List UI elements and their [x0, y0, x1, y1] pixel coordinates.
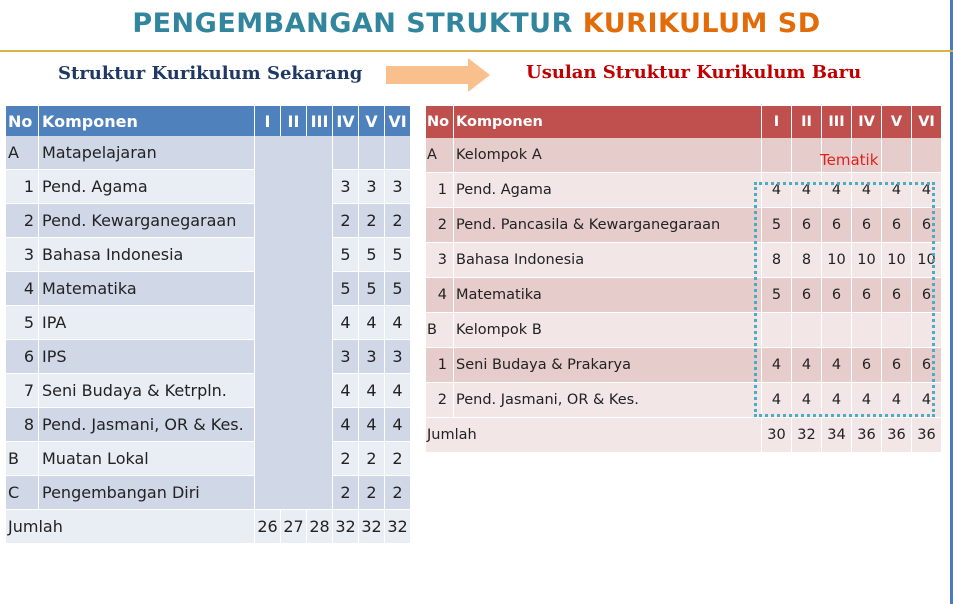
col-header-grade-6: VI: [912, 106, 942, 138]
cell-grade-1: 8: [762, 243, 792, 278]
total-grade-6: 36: [912, 418, 942, 453]
cell-grade-5: 4: [882, 383, 912, 418]
cell-grade-5: 6: [882, 208, 912, 243]
cell-grade-2: 4: [792, 348, 822, 383]
row-name: Pend. Jasmani, OR & Kes.: [454, 383, 762, 418]
subtitle-proposed-structure: Usulan Struktur Kurikulum Baru: [526, 62, 862, 83]
row-name: Bahasa Indonesia: [39, 238, 255, 272]
row-name: Matapelajaran: [39, 136, 255, 170]
table-row: [6, 306, 411, 340]
total-grade-4: 32: [333, 510, 359, 544]
cell-grade-6: 4: [385, 374, 411, 408]
col-header-komponen: Komponen: [454, 106, 762, 138]
cell-grade-5: 4: [359, 306, 385, 340]
row-name: Kelompok A: [454, 138, 762, 173]
cell-grade-6: 4: [912, 383, 942, 418]
table-row: [6, 204, 411, 238]
cell-grade-2: 4: [792, 383, 822, 418]
col-header-grade-1: I: [255, 106, 281, 136]
cell-grade-1: 5: [762, 278, 792, 313]
col-header-grade-4: IV: [333, 106, 359, 136]
table-row: [6, 476, 411, 510]
row-no: 2: [6, 204, 39, 238]
total-grade-4: 36: [852, 418, 882, 453]
row-name: Pend. Kewarganegaraan: [39, 204, 255, 238]
title-part1: PENGEMBANGAN STRUKTUR: [132, 8, 573, 39]
cell-grade-6: 5: [385, 238, 411, 272]
table-row: [6, 442, 411, 476]
table-row: [6, 170, 411, 204]
cell-grade-5: 3: [359, 170, 385, 204]
cell-grade-5: [359, 136, 385, 170]
cell-grade-5: 3: [359, 340, 385, 374]
cell-grade-3: 10: [822, 243, 852, 278]
cell-grade-6: 4: [912, 173, 942, 208]
cell-grade-6: 4: [385, 408, 411, 442]
cell-grade-2: [792, 138, 822, 173]
cell-grade-3: 6: [822, 208, 852, 243]
cell-grade-4: 3: [333, 170, 359, 204]
merged-grades-1-3-cell: [255, 136, 333, 510]
row-no: C: [6, 476, 39, 510]
total-label: Jumlah: [426, 418, 762, 453]
cell-grade-2: 4: [792, 173, 822, 208]
cell-grade-4: 4: [852, 383, 882, 418]
total-grade-5: 32: [359, 510, 385, 544]
row-name: Matematika: [39, 272, 255, 306]
total-grade-3: 34: [822, 418, 852, 453]
row-name: Bahasa Indonesia: [454, 243, 762, 278]
cell-grade-4: 4: [333, 408, 359, 442]
tematik-dotted-outline: [754, 182, 935, 417]
row-name: Pengembangan Diri: [39, 476, 255, 510]
col-header-grade-1: I: [762, 106, 792, 138]
cell-grade-4: 4: [333, 306, 359, 340]
cell-grade-6: 3: [385, 340, 411, 374]
total-grade-1: 30: [762, 418, 792, 453]
cell-grade-4: 4: [852, 173, 882, 208]
cell-grade-1: 4: [762, 173, 792, 208]
table-row: [6, 238, 411, 272]
cell-grade-6: 6: [912, 278, 942, 313]
cell-grade-2: 6: [792, 278, 822, 313]
row-name: Pend. Pancasila & Kewarganegaraan: [454, 208, 762, 243]
cell-grade-5: [882, 138, 912, 173]
row-no: 5: [6, 306, 39, 340]
cell-grade-1: 4: [762, 348, 792, 383]
total-grade-1: 26: [255, 510, 281, 544]
cell-grade-4: 2: [333, 442, 359, 476]
subtitle-current-structure: Struktur Kurikulum Sekarang: [58, 63, 363, 84]
cell-grade-4: 5: [333, 238, 359, 272]
cell-grade-5: 2: [359, 442, 385, 476]
cell-grade-4: 6: [852, 278, 882, 313]
cell-grade-2: 8: [792, 243, 822, 278]
col-header-grade-4: IV: [852, 106, 882, 138]
cell-grade-5: 5: [359, 272, 385, 306]
cell-grade-1: [762, 138, 792, 173]
col-header-grade-5: V: [882, 106, 912, 138]
cell-grade-6: 2: [385, 476, 411, 510]
col-header-no: No: [6, 106, 39, 136]
row-no: 2: [426, 208, 454, 243]
total-grade-6: 32: [385, 510, 411, 544]
row-no: 1: [426, 173, 454, 208]
row-no: 4: [426, 278, 454, 313]
cell-grade-5: 10: [882, 243, 912, 278]
cell-grade-6: 4: [385, 306, 411, 340]
row-no: 6: [6, 340, 39, 374]
cell-grade-4: 2: [333, 204, 359, 238]
total-grade-2: 32: [792, 418, 822, 453]
total-label: Jumlah: [6, 510, 255, 544]
total-row: [426, 418, 942, 453]
cell-grade-6: 2: [385, 204, 411, 238]
row-name: IPS: [39, 340, 255, 374]
table-row: [6, 374, 411, 408]
row-no: 3: [6, 238, 39, 272]
row-no: 1: [426, 348, 454, 383]
col-header-grade-6: VI: [385, 106, 411, 136]
row-no: A: [426, 138, 454, 173]
col-header-grade-3: III: [822, 106, 852, 138]
cell-grade-3: 4: [822, 173, 852, 208]
cell-grade-4: 2: [333, 476, 359, 510]
table-row: [6, 408, 411, 442]
cell-grade-6: 6: [912, 208, 942, 243]
row-name: Pend. Jasmani, OR & Kes.: [39, 408, 255, 442]
cell-grade-6: 10: [912, 243, 942, 278]
cell-grade-3: 6: [822, 278, 852, 313]
total-grade-3: 28: [307, 510, 333, 544]
cell-grade-5: 2: [359, 476, 385, 510]
cell-grade-3: 4: [822, 348, 852, 383]
col-header-grade-2: II: [281, 106, 307, 136]
table-row: [6, 340, 411, 374]
row-name: Seni Budaya & Prakarya: [454, 348, 762, 383]
cell-grade-4: 3: [333, 340, 359, 374]
row-name: Kelompok B: [454, 313, 762, 348]
total-grade-2: 27: [281, 510, 307, 544]
cell-grade-6: [385, 136, 411, 170]
row-name: Pend. Agama: [39, 170, 255, 204]
row-name: Muatan Lokal: [39, 442, 255, 476]
total-grade-5: 36: [882, 418, 912, 453]
title-underline: [0, 50, 953, 52]
cell-grade-4: 6: [852, 208, 882, 243]
table-header-row: [426, 106, 942, 138]
row-name: IPA: [39, 306, 255, 340]
cell-grade-4: 10: [852, 243, 882, 278]
cell-grade-6: 6: [912, 348, 942, 383]
cell-grade-6: 3: [385, 170, 411, 204]
cell-grade-3: 4: [822, 383, 852, 418]
row-no: 7: [6, 374, 39, 408]
cell-grade-5: 5: [359, 238, 385, 272]
cell-grade-5: 4: [882, 173, 912, 208]
row-name: Seni Budaya & Ketrpln.: [39, 374, 255, 408]
cell-grade-5: 4: [359, 374, 385, 408]
cell-grade-6: [912, 138, 942, 173]
cell-grade-4: 4: [333, 374, 359, 408]
cell-grade-5: 2: [359, 204, 385, 238]
col-header-grade-3: III: [307, 106, 333, 136]
cell-grade-5: 6: [882, 348, 912, 383]
cell-grade-5: 4: [359, 408, 385, 442]
row-no: 1: [6, 170, 39, 204]
row-no: B: [6, 442, 39, 476]
row-name: Pend. Agama: [454, 173, 762, 208]
row-no: 3: [426, 243, 454, 278]
table-row: [6, 136, 411, 170]
table-row: [6, 272, 411, 306]
slide-title: [0, 8, 953, 39]
total-row: [6, 510, 411, 544]
col-header-grade-5: V: [359, 106, 385, 136]
row-name: Matematika: [454, 278, 762, 313]
row-no: B: [426, 313, 454, 348]
cell-grade-6: 2: [385, 442, 411, 476]
row-no: 2: [426, 383, 454, 418]
cell-grade-1: 5: [762, 208, 792, 243]
col-header-komponen: Komponen: [39, 106, 255, 136]
cell-grade-4: [333, 136, 359, 170]
cell-grade-5: 6: [882, 278, 912, 313]
col-header-grade-2: II: [792, 106, 822, 138]
row-no: 8: [6, 408, 39, 442]
row-no: 4: [6, 272, 39, 306]
cell-grade-1: 4: [762, 383, 792, 418]
cell-grade-6: 5: [385, 272, 411, 306]
tematik-label: Tematik: [820, 151, 879, 169]
table-header-row: [6, 106, 411, 136]
row-no: A: [6, 136, 39, 170]
current-curriculum-table: [6, 106, 411, 544]
cell-grade-4: 5: [333, 272, 359, 306]
title-part2: KURIKULUM SD: [582, 8, 821, 39]
cell-grade-2: 6: [792, 208, 822, 243]
right-arrow-icon: [386, 58, 490, 92]
cell-grade-4: 6: [852, 348, 882, 383]
col-header-no: No: [426, 106, 454, 138]
